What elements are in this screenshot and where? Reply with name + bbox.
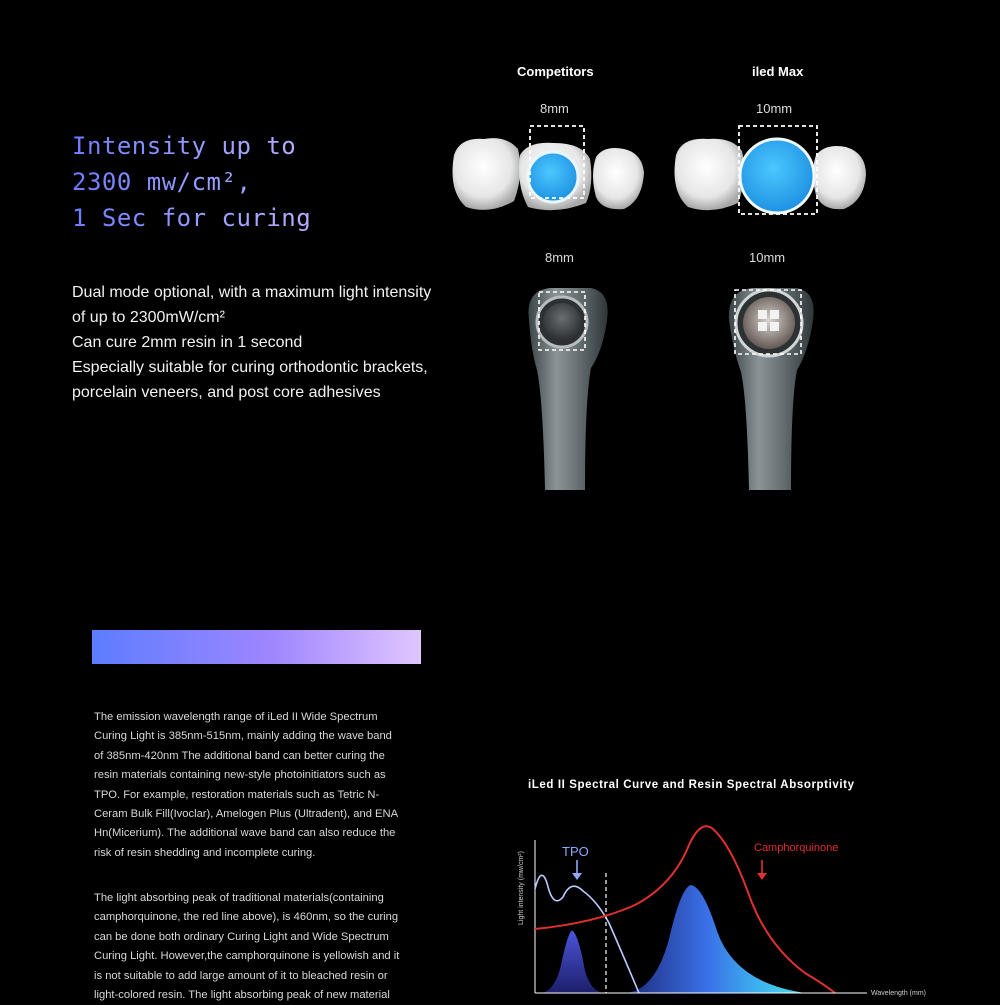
paragraph-line: risk of resin shedding and incomplete curing.	[94, 846, 316, 859]
x-axis-label: Wavelength (mm)	[871, 990, 926, 997]
feature-description	[72, 280, 472, 405]
tpo-arrow-head	[572, 873, 582, 880]
competitors-tip-dim: 8mm	[545, 250, 574, 265]
spectral-chart	[505, 805, 945, 1000]
iled-max-tip-dim: 10mm	[749, 250, 786, 265]
description-line: Especially suitable for curing orthodontic brackets,	[72, 359, 428, 376]
paragraph-line: Curing Light. However,the camphorquinone is yellowish and it	[94, 950, 400, 963]
intensity-heading	[72, 128, 402, 236]
paragraph-line: light-colored resin. The light absorbing peak of new material	[94, 989, 390, 1002]
competitors-teeth	[453, 126, 645, 210]
paragraph-line: The emission wavelength range of iLed II Wide Spectrum	[94, 711, 378, 723]
tpo-curve	[535, 875, 639, 993]
description-line: of up to 2300mW/cm²	[72, 309, 225, 326]
teeth-comparison-graphic	[440, 115, 880, 225]
paragraph-line: Hn(Micerium). The additional wave band can also reduce the	[94, 827, 396, 840]
emission-blue-peak	[625, 885, 805, 993]
paragraph-line: resin materials containing new-style photoinitiators such as	[94, 769, 386, 782]
spectrum-paragraph-2	[94, 889, 439, 1005]
paragraph-line: is not suitable to add large amount of it to bleached resin or	[94, 969, 388, 982]
iled-max-teeth-dim: 10mm	[756, 101, 793, 116]
paragraph-line: can be done both ordinary Curing Light and Wide Spectrum	[94, 930, 389, 943]
iled-max-label: iled Max	[752, 64, 804, 79]
curing-tip-comparison-graphic	[515, 260, 825, 495]
paragraph-line: camphorquinone, the red line above), is 460nm, so the curing	[94, 911, 399, 924]
iled-max-curing-tip	[729, 288, 814, 490]
paragraph-line: Ceram Bulk Fill(Ivoclar), Amelogen Plus (Ultradent), and ENA	[94, 808, 399, 821]
paragraph-line: The light absorbing peak of traditional materials(containing	[94, 892, 384, 904]
competitor-curing-tip	[528, 288, 607, 490]
camphorquinone-arrow-head	[757, 873, 767, 880]
spectrum-heading	[92, 630, 421, 664]
iled-max-teeth	[675, 126, 867, 214]
camphorquinone-label: Camphorquinone	[754, 842, 839, 854]
chart-title: iLed II Spectral Curve and Resin Spectral Absorptivity	[528, 779, 855, 791]
paragraph-line: Curing Light is 385nm-515nm, mainly adding the wave band	[94, 730, 392, 743]
emission-violet-peak	[541, 931, 603, 993]
description-line: Can cure 2mm resin in 1 second	[72, 334, 303, 351]
competitors-label: Competitors	[517, 64, 594, 79]
competitors-teeth-dim: 8mm	[540, 101, 569, 116]
paragraph-line: of 385nm-420nm The additional band can better curing the	[94, 749, 385, 762]
intensity-line: Intensity up to	[72, 132, 297, 160]
y-axis-label: Light intensity (mw/cm²)	[518, 851, 525, 925]
description-line: porcelain veneers, and post core adhesives	[72, 384, 381, 401]
description-line: Dual mode optional, with a maximum light intensity	[72, 284, 432, 301]
spectrum-paragraph-1	[94, 708, 439, 863]
tpo-label: TPO	[562, 844, 589, 859]
paragraph-line: TPO. For example, restoration materials such as Tetric N-	[94, 788, 380, 801]
intensity-line: 1 Sec for curing	[72, 204, 312, 232]
intensity-line: 2300 mw/cm²,	[72, 168, 252, 196]
